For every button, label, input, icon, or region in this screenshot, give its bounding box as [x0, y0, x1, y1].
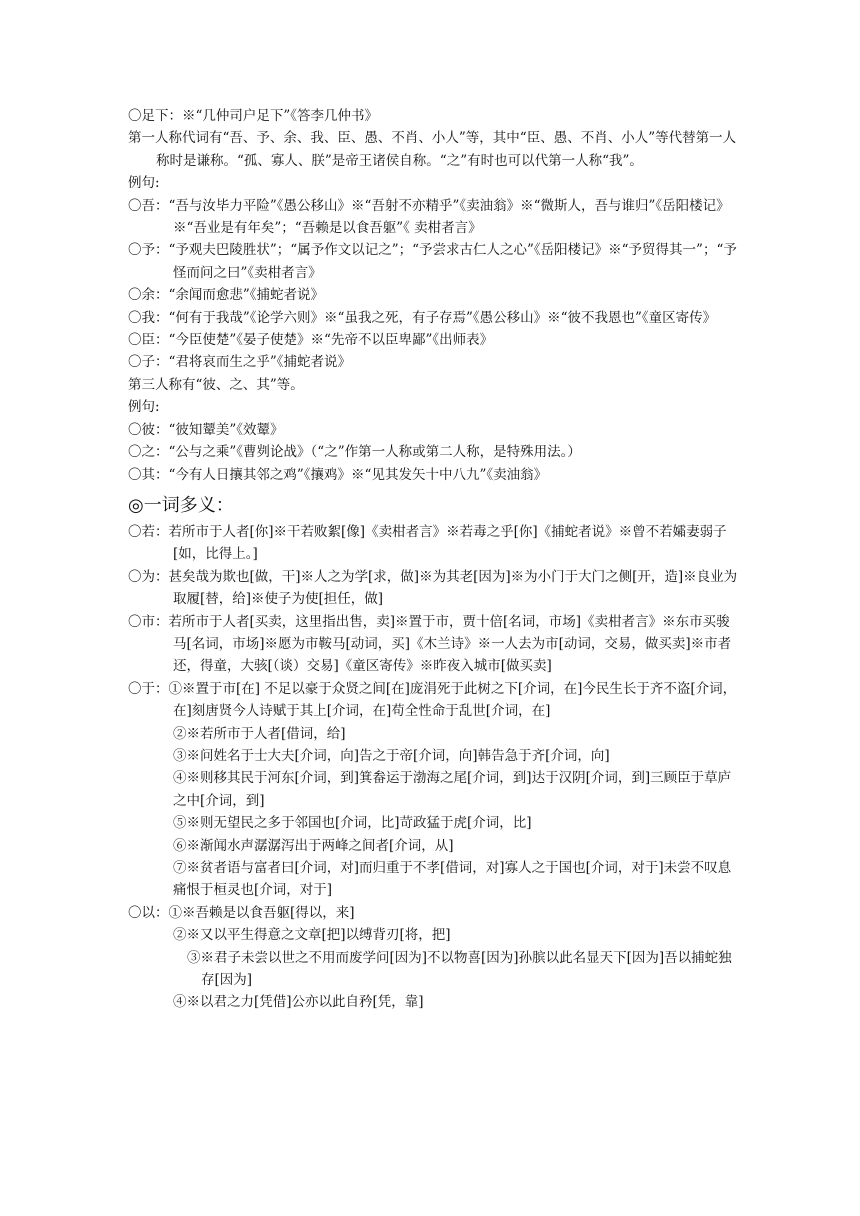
polysemy-subitem: ②※又以平生得意之文章[把]以缚背刃[将，把] [173, 927, 451, 944]
polysemy-subitem: ⑥※渐闻水声潺潺泻出于两峰之间者[介词，从] [173, 837, 454, 854]
polysemy-subitem: ②※若所市于人者[借词，给] [173, 725, 346, 742]
text-line: 〇足下：※“几仲司户足下”《答李几仲书》 [128, 108, 379, 124]
text-line: 〇子：“君将哀而生之乎”《捕蛇者说》 [128, 354, 352, 371]
text-paragraph: 〇吾：“吾与汝毕力平险”《愚公移山》※“吾射不亦精乎”《卖油翁》※“微斯人，吾与谁归”《岳阳楼记》※“吾业是有年矣”；“吾赖是以食吾躯”《 卖柑者言》 [128, 197, 730, 237]
polysemy-entry: 〇市：若所市于人者[买卖，这里指出售，卖]※置于市，贾十倍[名词，市场]《卖柑者言》※东市买骏马[名词，市场]※愿为市鞍马[动词，买]《木兰诗》※一人去为市[动词，交易，做买卖]※市者还，得童，大骇[（谈）交易]《童区寄传》※昨夜入城市[做买卖] [128, 613, 732, 675]
polysemy-entry: 〇若：若所市于人者[你]※干若败絮[像]《卖柑者言》※若毒之乎[你]《捕蛇者说》※曾不若孀妻弱子[如，比得上。] [128, 523, 727, 563]
polysemy-subitem: ③※君子未尝以世之不用而废学问[因为]不以物喜[因为]孙膑以此名显天下[因为]吾以捕蛇独存[因为] [187, 949, 732, 989]
section-heading: ◎一词多义： [128, 494, 234, 516]
text-line: 〇臣：“今臣使楚”《晏子使楚》※“先帝不以臣卑鄙”《出师表》 [128, 332, 494, 349]
text-paragraph: 〇予：“予观夫巴陵胜状”；“属予作文以记之”；“予尝求古仁人之心”《岳阳楼记》※“予贸得其一”；“予怪而问之曰”《卖柑者言》 [128, 242, 737, 281]
polysemy-entry: 〇为：甚矣哉为欺也[做，干]※人之为学[求，做]※为其老[因为]※为小门于大门之侧[开，造]※良业为取履[替，给]※使子为使[担任，做] [128, 568, 738, 608]
text-paragraph: 〇我：“何有于我哉”《论学六则》※“虽我之死，有子存焉”《愚公移山》※“彼不我恩也”《童区寄传》 [128, 309, 717, 326]
polysemy-subitem: ⑦※贫者语与富者曰[介词，对]而归重于不孝[借词，对]寡人之于国也[介词，对于]未尝不叹息痛恨于桓灵也[介词，对于] [173, 860, 732, 899]
text-line: 〇其：“今有人日攘其邻之鸡”《攘鸡》※“见其发矢十中八九”《卖油翁》 [128, 466, 548, 483]
text-line: 第三人称有“彼、之、其”等。 [128, 376, 304, 393]
polysemy-subitem: ③※问姓名于士大夫[介词，向]告之于帝[介词，向]韩告急于齐[介词，向] [173, 747, 610, 764]
text-line: 例句: [128, 399, 160, 416]
text-line: 〇之：“公与之乘”《曹刿论战》（“之”作第一人称或第二人称，是特殊用法。） [128, 444, 581, 461]
text-line: 〇彼：“彼知颦美”《效颦》 [128, 421, 284, 438]
polysemy-subitem: ④※则移其民于河东[介词，到]箕畚运于渤海之尾[介词，到]达于汉阴[介词，到]三顾臣于草庐之中[介词，到] [173, 770, 732, 809]
text-line: 〇余：“余闻而愈悲”《捕蛇者说》 [128, 287, 325, 304]
text-line: 例句: [128, 175, 160, 192]
polysemy-subitem: ⑤※则无望民之多于邻国也[介词，比]苛政猛于虎[介词，比] [173, 815, 532, 832]
polysemy-subitem: ④※以君之力[凭借]公亦以此自矜[凭，靠] [173, 994, 424, 1011]
document-page [128, 105, 740, 1014]
text-paragraph: 第一人称代词有“吾、予、余、我、臣、愚、不肖、小人”等，其中“臣、愚、不肖、小人”等代替第一人称时是谦称。“孤、寡人、朕”是帝王诸侯自称。“之”有时也可以代第一人称“我”。 [128, 130, 737, 169]
polysemy-entry-yi: 〇以：①※吾赖是以食吾躯[得以，来] [128, 904, 355, 921]
polysemy-entry-yu: 〇于：①※置于市[在] 不足以豪于众贤之间[在]庞涓死于此树之下[介词，在]今民生长于齐不盗[介词，在]刻唐贤今人诗赋于其上[介词，在]苟全性命于乱世[介词，在] [128, 680, 737, 720]
